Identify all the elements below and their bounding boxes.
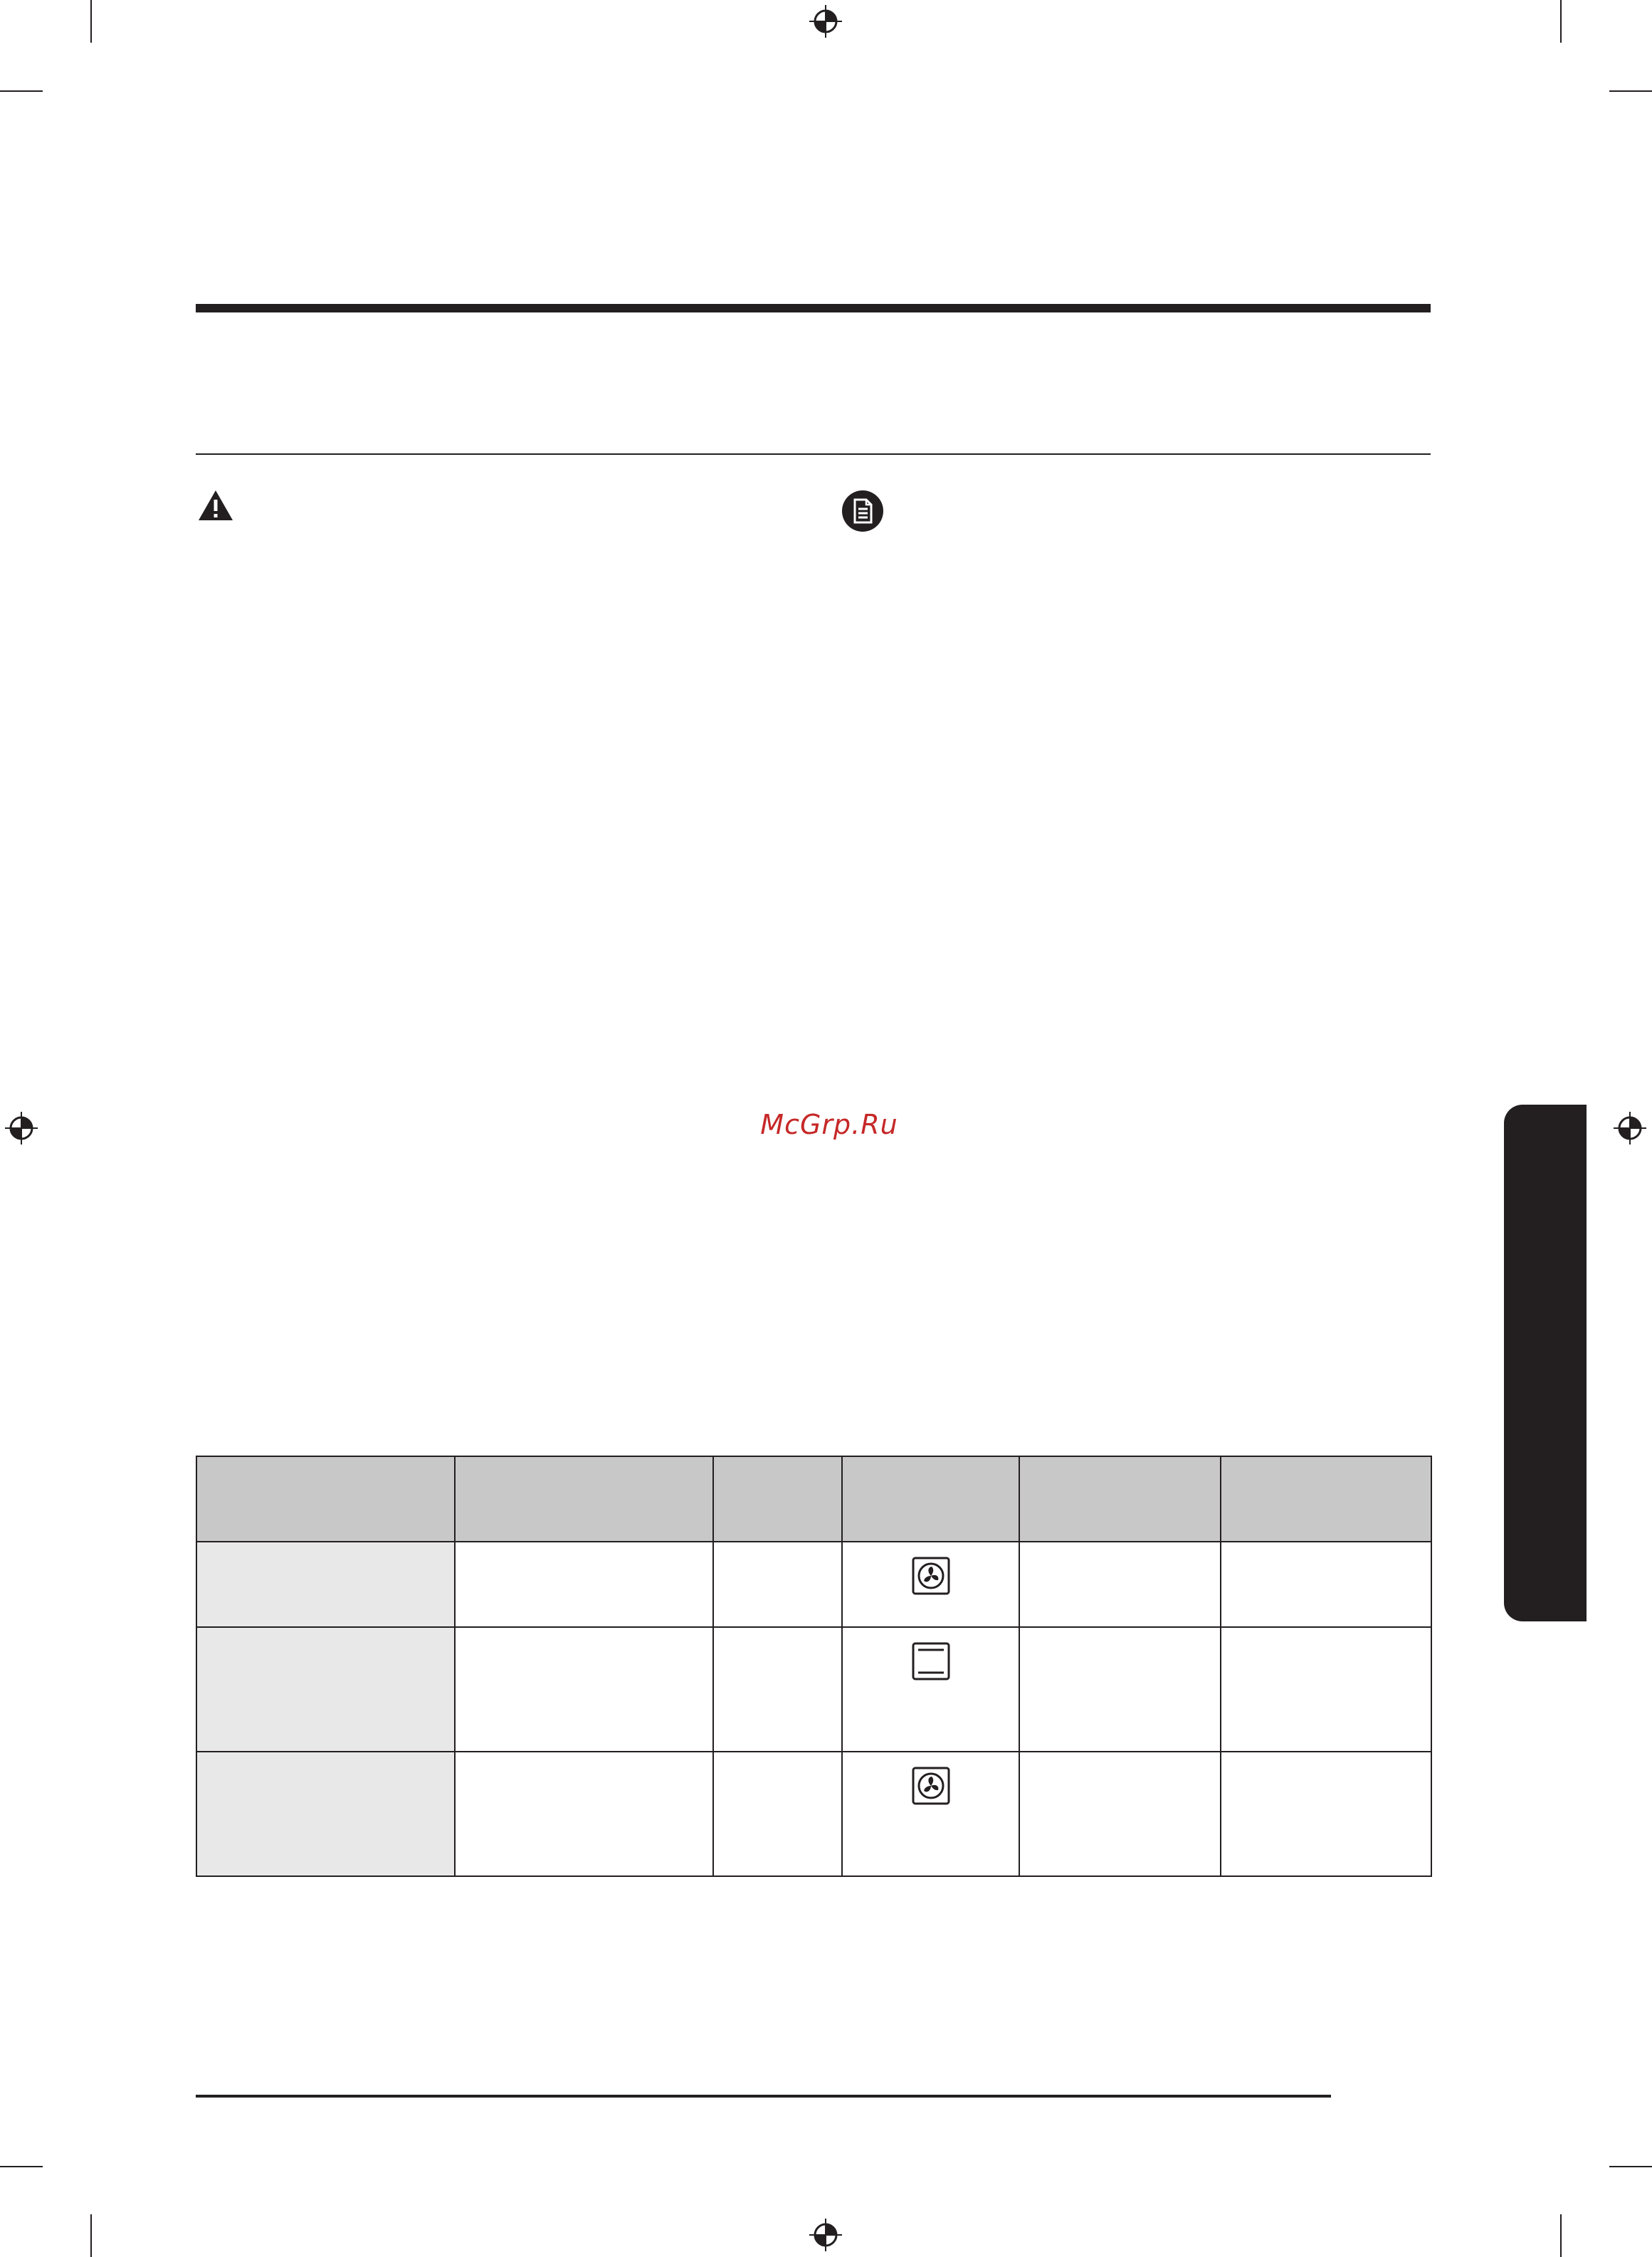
crop-mark <box>1560 2214 1562 2257</box>
crop-mark <box>0 90 43 92</box>
table-header-cell <box>713 1456 842 1542</box>
table-cell <box>842 1627 1019 1752</box>
table-header-cell <box>1221 1456 1431 1542</box>
cooking-guide-table <box>196 1456 1432 1877</box>
table-cell <box>842 1542 1019 1627</box>
section-rule-thin <box>196 453 1431 455</box>
table-cell <box>1019 1542 1221 1627</box>
table-cell <box>196 1627 455 1752</box>
top-bottom-heat-icon <box>912 1642 950 1680</box>
table-cell <box>1221 1542 1431 1627</box>
note-document-icon <box>841 490 884 532</box>
crop-mark <box>0 2166 43 2167</box>
table-cell <box>196 1752 455 1876</box>
crop-mark <box>90 2214 92 2257</box>
crop-mark <box>1560 0 1562 43</box>
table-cell <box>1221 1752 1431 1876</box>
table-row <box>196 1752 1431 1876</box>
table-cell <box>455 1752 713 1876</box>
table-cell <box>713 1752 842 1876</box>
table-cell <box>1019 1627 1221 1752</box>
crop-mark <box>1609 2166 1652 2167</box>
chapter-side-tab <box>1504 1105 1587 1621</box>
registration-mark-icon <box>1614 1112 1646 1145</box>
watermark: McGrp.Ru <box>760 1109 898 1140</box>
warning-triangle-icon <box>197 489 234 522</box>
table-header-cell <box>196 1456 455 1542</box>
table-cell <box>1221 1627 1431 1752</box>
table-cell <box>455 1542 713 1627</box>
table-cell <box>713 1542 842 1627</box>
table-cell <box>196 1542 455 1627</box>
table-cell <box>455 1627 713 1752</box>
table-header-cell <box>842 1456 1019 1542</box>
table-header-cell <box>455 1456 713 1542</box>
registration-mark-icon <box>5 1112 38 1145</box>
table-header-cell <box>1019 1456 1221 1542</box>
table-row <box>196 1627 1431 1752</box>
table-cell <box>1019 1752 1221 1876</box>
table-row <box>196 1542 1431 1627</box>
registration-mark-icon <box>809 5 842 38</box>
convection-fan-icon <box>912 1557 950 1595</box>
convection-fan-icon <box>912 1767 950 1805</box>
table-header-row <box>196 1456 1431 1542</box>
registration-mark-icon <box>809 2219 842 2251</box>
section-rule-thick <box>196 304 1431 312</box>
table-cell <box>713 1627 842 1752</box>
footer-rule <box>196 2095 1331 2098</box>
crop-mark <box>90 0 92 43</box>
crop-mark <box>1609 90 1652 92</box>
table-cell <box>842 1752 1019 1876</box>
